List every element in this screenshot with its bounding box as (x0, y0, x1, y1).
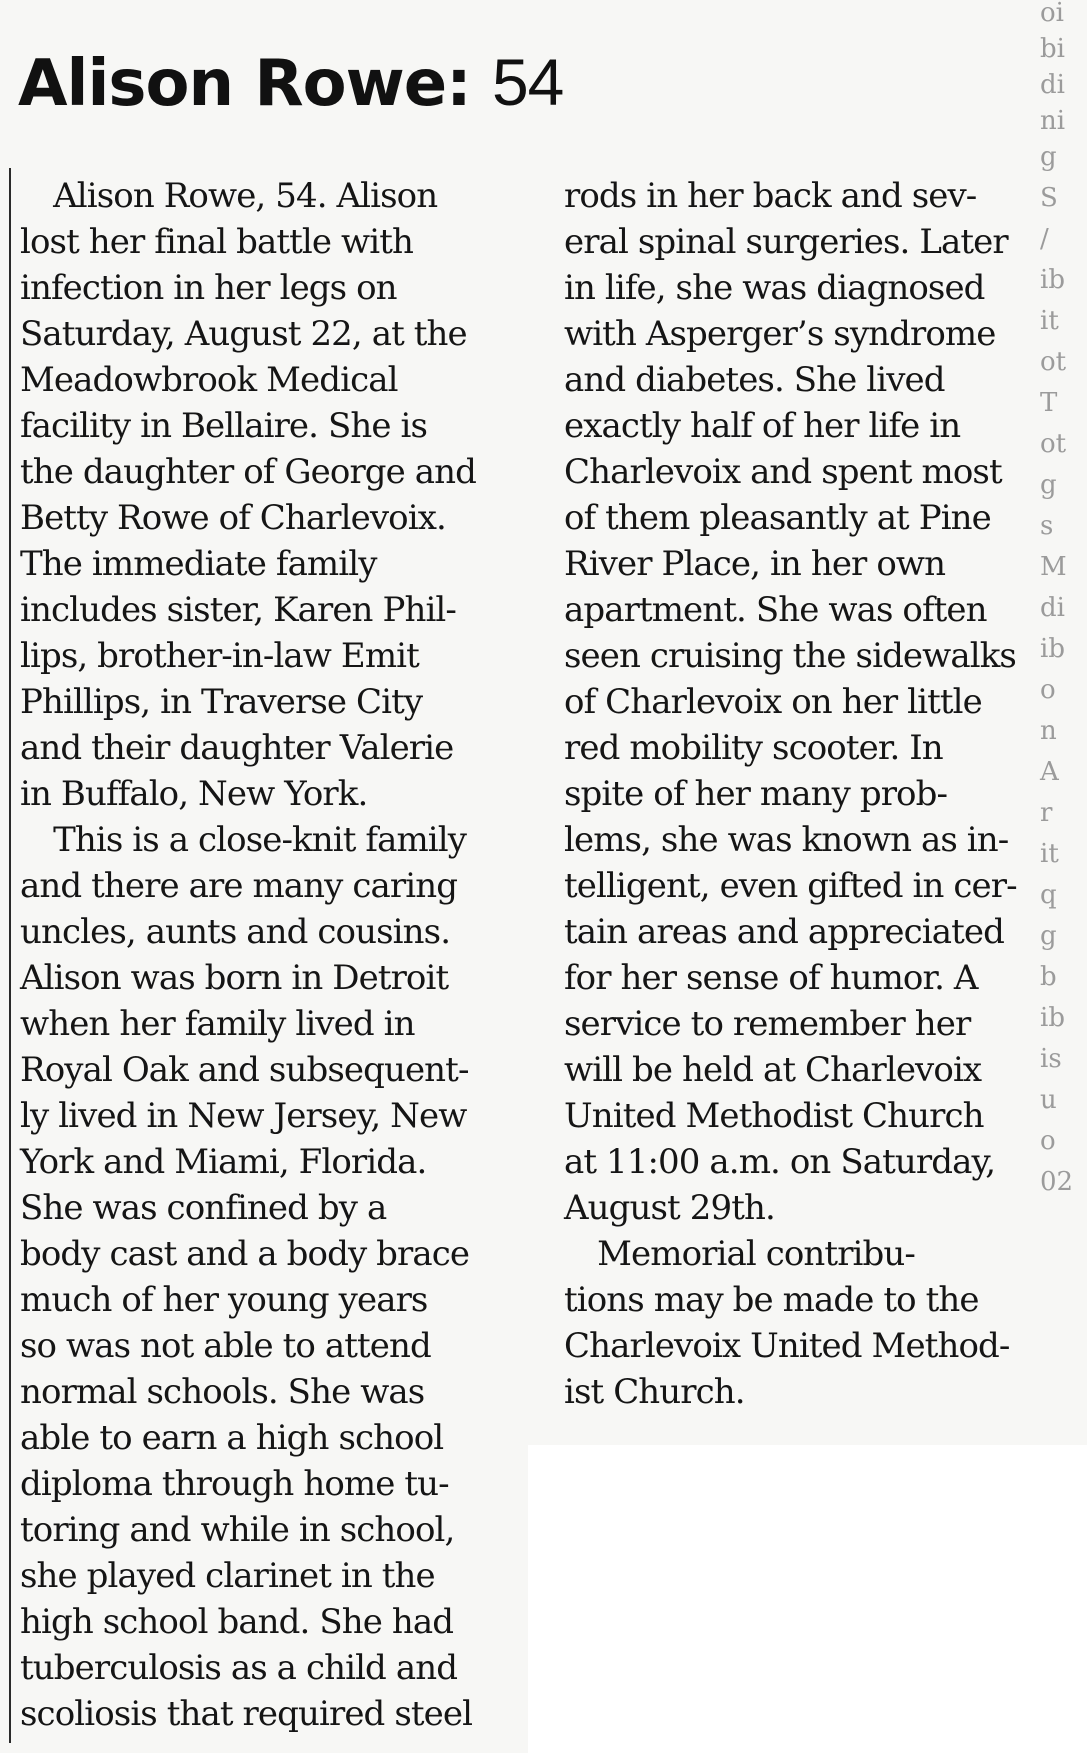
bleed-through-glyph: it (1040, 306, 1059, 336)
bleed-through-glyph: ot (1040, 347, 1067, 377)
bleed-through-glyph: di (1040, 70, 1065, 100)
bleed-through-glyph: o (1040, 675, 1056, 705)
column-rule (9, 168, 11, 1743)
bleed-through-glyph: g (1040, 470, 1057, 500)
bleed-through-glyph: it (1040, 839, 1059, 869)
right-column-line: Charlevoix United Method- (564, 1326, 1010, 1366)
obituary-column-left (20, 173, 520, 1737)
right-column-line: with Asperger’s syndrome (564, 314, 996, 354)
bleed-through-glyph: b (1040, 962, 1057, 992)
right-column-line: in life, she was diagnosed (564, 268, 985, 308)
left-column-line: and there are many caring (20, 866, 458, 906)
left-column-line: and their daughter Valerie (20, 728, 454, 768)
right-column-line: August 29th. (564, 1188, 775, 1228)
left-column-line: tuberculosis as a child and (20, 1648, 458, 1688)
left-column-line: lips, brother-in-law Emit (20, 636, 419, 676)
bleed-through-glyph: ot (1040, 429, 1067, 459)
left-column-line: uncles, aunts and cousins. (20, 912, 451, 952)
bleed-through-glyph: n (1040, 716, 1057, 746)
bleed-through-glyph: g (1040, 921, 1057, 951)
right-column-line: service to remember her (564, 1004, 971, 1044)
right-column-line: Charlevoix and spent most (564, 452, 1002, 492)
left-column-line: scoliosis that required steel (20, 1694, 473, 1734)
right-column-line: exactly half of her life in (564, 406, 961, 446)
bleed-through-glyph: M (1040, 552, 1067, 582)
right-column-line: River Place, in her own (564, 544, 946, 584)
left-column-line: She was confined by a (20, 1188, 387, 1228)
left-column-line: the daughter of George and (20, 452, 477, 492)
left-column-line: lost her final battle with (20, 222, 413, 262)
bleed-through-edge-text (1040, 0, 1080, 1200)
left-column-line: so was not able to attend (20, 1326, 431, 1366)
right-column-line: spite of her many prob- (564, 774, 948, 814)
right-column-line: eral spinal surgeries. Later (564, 222, 1008, 262)
left-column-line: facility in Bellaire. She is (20, 406, 428, 446)
left-column-line: body cast and a body brace (20, 1234, 470, 1274)
bleed-through-glyph: is (1040, 1044, 1062, 1074)
bleed-through-glyph: ni (1040, 106, 1066, 136)
right-column-line: apartment. She was often (564, 590, 987, 630)
headline-name: Alison Rowe: (18, 47, 471, 121)
left-column-line: high school band. She had (20, 1602, 454, 1642)
right-column-line: seen cruising the sidewalks (564, 636, 1016, 676)
left-column-line: includes sister, Karen Phil- (20, 590, 456, 630)
left-column-line: Saturday, August 22, at the (20, 314, 467, 354)
left-column-line: York and Miami, Florida. (20, 1142, 427, 1182)
left-column-line: she played clarinet in the (20, 1556, 435, 1596)
bleed-through-glyph: q (1040, 880, 1057, 910)
bleed-through-glyph: ib (1040, 265, 1065, 295)
left-column-line: Alison was born in Detroit (20, 958, 449, 998)
left-column-line: Meadowbrook Medical (20, 360, 398, 400)
right-column-line: Memorial contribu- (564, 1234, 915, 1274)
right-column-line: lems, she was known as in- (564, 820, 1009, 860)
right-column-line: at 11:00 a.m. on Saturday, (564, 1142, 996, 1182)
right-column-line: will be held at Charlevoix (564, 1050, 982, 1090)
left-column-line: in Buffalo, New York. (20, 774, 368, 814)
left-column-line: normal schools. She was (20, 1372, 425, 1412)
bleed-through-glyph: / (1040, 224, 1049, 254)
bleed-through-glyph: r (1040, 798, 1053, 828)
left-column-line: Phillips, in Traverse City (20, 682, 423, 722)
left-column-line: infection in her legs on (20, 268, 397, 308)
right-column-line: tions may be made to the (564, 1280, 979, 1320)
obituary-headline (18, 42, 563, 124)
right-column-line: rods in her back and sev- (564, 176, 977, 216)
left-column-line: much of her young years (20, 1280, 428, 1320)
right-column-line: red mobility scooter. In (564, 728, 943, 768)
right-column-line: for her sense of humor. A (564, 958, 978, 998)
left-column-line: able to earn a high school (20, 1418, 444, 1458)
left-column-line: ly lived in New Jersey, New (20, 1096, 467, 1136)
bleed-through-glyph: bi (1040, 34, 1065, 64)
bleed-through-glyph: di (1040, 593, 1065, 623)
bleed-through-glyph: g (1040, 142, 1057, 172)
left-column-line: toring and while in school, (20, 1510, 455, 1550)
left-column-line: Betty Rowe of Charlevoix. (20, 498, 446, 538)
left-column-line: Royal Oak and subsequent- (20, 1050, 469, 1090)
right-column-line: of them pleasantly at Pine (564, 498, 991, 538)
bleed-through-glyph: A (1040, 757, 1059, 787)
obituary-column-right (564, 173, 1054, 1415)
left-column-line: Alison Rowe, 54. Alison (20, 176, 438, 216)
right-column-line: and diabetes. She lived (564, 360, 945, 400)
right-column-line: tain areas and appreciated (564, 912, 1004, 952)
bleed-through-glyph: oi (1040, 0, 1064, 28)
right-column-line: ist Church. (564, 1372, 745, 1412)
left-column-line: The immediate family (20, 544, 377, 584)
right-column-line: telligent, even gifted in cer- (564, 866, 1017, 906)
bleed-through-glyph: o (1040, 1126, 1056, 1156)
bleed-through-glyph: u (1040, 1085, 1057, 1115)
bleed-through-glyph: T (1040, 388, 1058, 418)
right-column-line: United Methodist Church (564, 1096, 984, 1136)
headline-age: 54 (491, 45, 564, 119)
left-column-line: when her family lived in (20, 1004, 415, 1044)
left-column-line: diploma through home tu- (20, 1464, 449, 1504)
right-column-line: of Charlevoix on her little (564, 682, 982, 722)
bleed-through-glyph: ib (1040, 1003, 1065, 1033)
left-column-line: This is a close-knit family (20, 820, 467, 860)
bleed-through-glyph: S (1040, 183, 1058, 213)
bleed-through-glyph: s (1040, 511, 1054, 541)
bleed-through-glyph: 02 (1040, 1167, 1074, 1197)
bleed-through-glyph: ib (1040, 634, 1065, 664)
